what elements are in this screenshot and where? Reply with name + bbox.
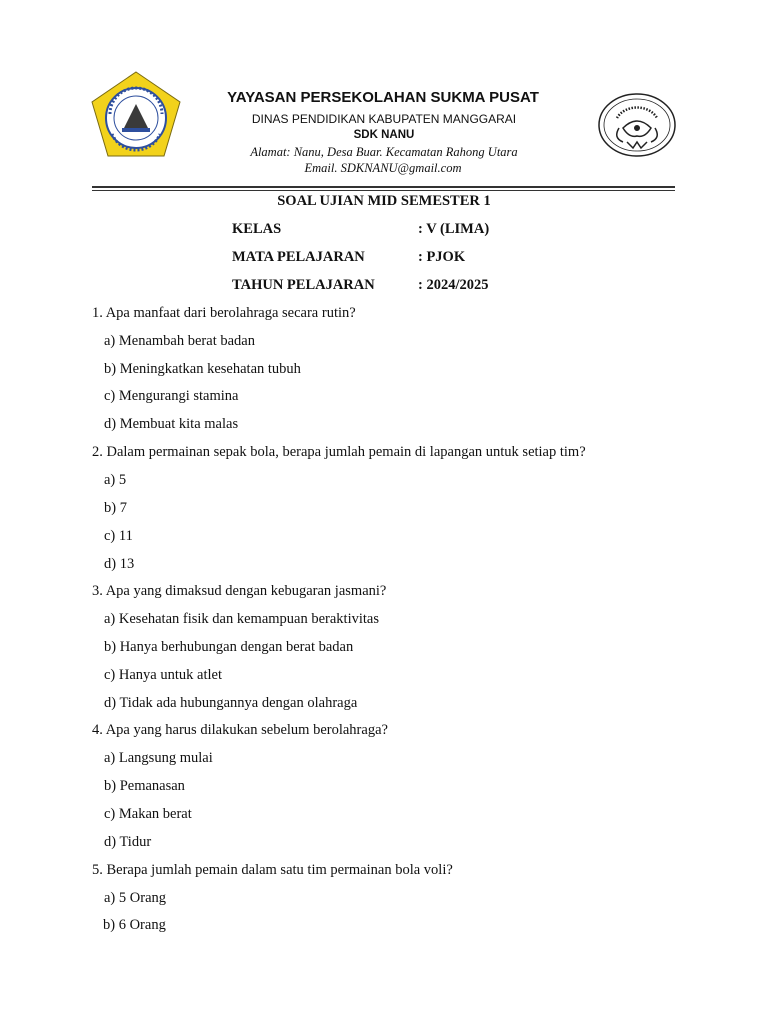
exam-title: SOAL UJIAN MID SEMESTER 1 — [277, 193, 491, 209]
header-divider-thick — [92, 186, 675, 188]
question-3-option-b: b) Hanya berhubungan dengan berat badan — [104, 639, 354, 655]
school-name: SDK NANU — [353, 129, 415, 141]
question-1-option-c: c) Mengurangi stamina — [104, 388, 239, 404]
meta-value: : PJOK — [418, 249, 466, 265]
question-3-option-a: a) Kesehatan fisik dan kemampuan beraktivitas — [104, 611, 379, 627]
question-5: 5. Berapa jumlah pemain dalam satu tim permainan bola voli? — [92, 862, 453, 878]
meta-value: : V (LIMA) — [418, 221, 490, 237]
question-4-option-d: d) Tidur — [104, 834, 152, 850]
question-4-option-a: a) Langsung mulai — [104, 750, 213, 766]
meta-label: KELAS — [232, 221, 282, 237]
question-4: 4. Apa yang harus dilakukan sebelum berolahraga? — [92, 722, 388, 738]
question-4-option-c: c) Makan berat — [104, 806, 192, 822]
question-5-option-b: b) 6 Orang — [103, 917, 166, 933]
question-1-option-b: b) Meningkatkan kesehatan tubuh — [104, 361, 301, 377]
question-3-option-c: c) Hanya untuk atlet — [104, 667, 222, 683]
question-5-option-a: a) 5 Orang — [104, 890, 167, 906]
foundation-name: YAYASAN PERSEKOLAHAN SUKMA PUSAT — [227, 89, 539, 106]
question-3: 3. Apa yang dimaksud dengan kebugaran jasmani? — [92, 583, 387, 599]
school-address: Alamat: Nanu, Desa Buar. Kecamatan Rahong Utara — [250, 145, 518, 159]
department-name: DINAS PENDIDIKAN KABUPATEN MANGGARAI — [251, 112, 517, 126]
question-2: 2. Dalam permainan sepak bola, berapa jumlah pemain di lapangan untuk setiap tim? — [92, 444, 586, 460]
question-1-option-a: a) Menambah berat badan — [104, 333, 255, 349]
meta-label: TAHUN PELAJARAN — [232, 277, 375, 293]
question-2-option-c: c) 11 — [104, 528, 133, 544]
question-1-option-d: d) Membuat kita malas — [104, 416, 239, 432]
question-3-option-d: d) Tidak ada hubungannya dengan olahraga — [104, 695, 358, 711]
question-2-option-a: a) 5 — [104, 472, 127, 488]
question-4-option-b: b) Pemanasan — [104, 778, 185, 794]
question-2-option-d: d) 13 — [104, 556, 135, 572]
meta-value: : 2024/2025 — [418, 277, 489, 293]
header-divider-thin — [92, 190, 675, 191]
question-1: 1. Apa manfaat dari berolahraga secara rutin? — [92, 305, 356, 321]
meta-label: MATA PELAJARAN — [232, 249, 365, 265]
school-email: Email. SDKNANU@gmail.com — [304, 161, 462, 175]
question-2-option-b: b) 7 — [104, 500, 127, 516]
